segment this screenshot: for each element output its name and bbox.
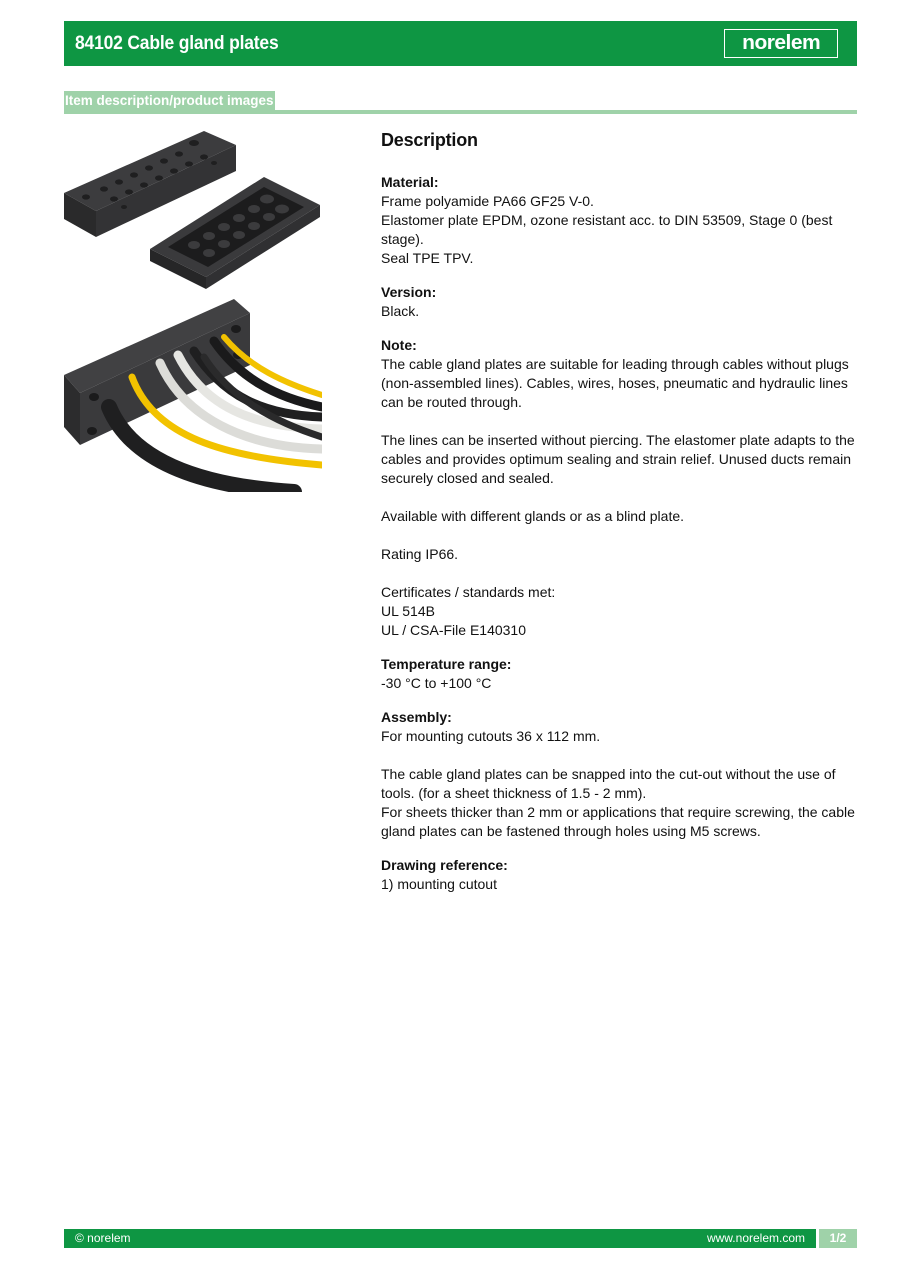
footer-copyright: © norelem [75,1231,131,1245]
assembly-line: For sheets thicker than 2 mm or applications that require screwing, the cable gland plates can be fastened through holes using M5 screws. [381,804,855,839]
material-line: Seal TPE TPV. [381,250,474,266]
assembly-text: For mounting cutouts 36 x 112 mm. [381,728,601,744]
certificates-line: UL 514B [381,603,435,619]
section-divider [64,110,857,114]
product-image-cables [64,297,322,492]
temperature-text: -30 °C to +100 °C [381,675,492,691]
page-number: 1/2 [819,1229,857,1248]
certificates-line: Certificates / standards met: [381,584,556,600]
note-paragraph: Rating IP66. [381,546,459,562]
note-paragraph: The cable gland plates are suitable for leading through cables without plugs (non-assembled lines). Cables, wires, hoses, pneumatic and hydraulic lines can be routed through. [381,356,849,410]
description-heading: Description [381,130,478,150]
cables-illustration [64,297,322,492]
description-section [381,128,861,894]
assembly-line: The cable gland plates can be snapped into the cut-out without the use of tools. (for a sheet thickness of 1.5 - 2 mm). [381,766,836,801]
version-text: Black. [381,303,420,319]
temperature-label: Temperature range: [381,656,512,672]
material-line: Frame polyamide PA66 GF25 V-0. [381,193,594,209]
note-label: Note: [381,337,417,353]
product-image-plates [64,131,322,291]
header-bar [64,21,857,66]
material-line: Elastomer plate EPDM, ozone resistant acc. to DIN 53509, Stage 0 (best stage). [381,212,833,247]
note-paragraph: Available with different glands or as a blind plate. [381,508,685,524]
norelem-logo [724,29,838,58]
drawing-text: 1) mounting cutout [381,876,497,892]
plates-illustration [64,131,322,291]
version-label: Version: [381,284,437,300]
section-label: Item description/product images [65,93,274,108]
drawing-label: Drawing reference: [381,857,508,873]
logo-text: norelem [741,32,821,54]
footer-bar [64,1229,816,1248]
page-title: 84102 Cable gland plates [75,32,279,54]
note-paragraph: The lines can be inserted without piercing. The elastomer plate adapts to the cables and provides optimum sealing and strain relief. Unused ducts remain securely closed and sealed. [381,432,855,486]
material-label: Material: [381,174,439,190]
footer-website-link[interactable]: www.norelem.com [706,1231,805,1245]
certificates-line: UL / CSA-File E140310 [381,622,526,638]
assembly-label: Assembly: [381,709,452,725]
